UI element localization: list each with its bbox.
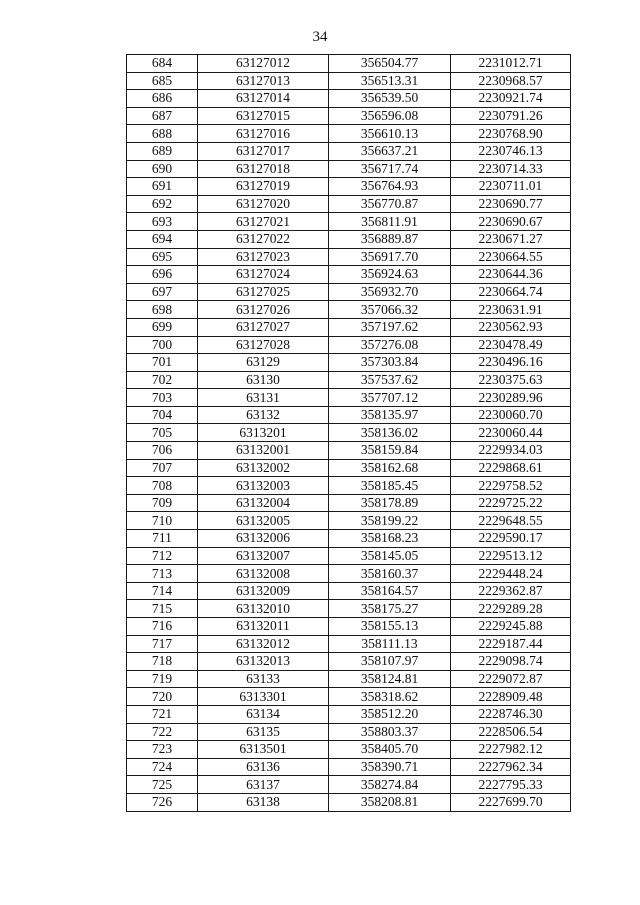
table-row (127, 793, 571, 811)
x-coordinate-cell: 358318.62 (329, 688, 451, 706)
point-code-cell: 63127018 (198, 160, 329, 178)
table-row (127, 776, 571, 794)
table-row (127, 758, 571, 776)
point-index-cell: 693 (127, 213, 198, 231)
point-index-cell: 686 (127, 90, 198, 108)
point-index-cell: 711 (127, 530, 198, 548)
point-code-cell: 63132012 (198, 635, 329, 653)
x-coordinate-cell: 358274.84 (329, 776, 451, 794)
x-coordinate-cell: 356811.91 (329, 213, 451, 231)
x-coordinate-cell: 356504.77 (329, 55, 451, 73)
point-code-cell: 63132003 (198, 477, 329, 495)
point-index-cell: 722 (127, 723, 198, 741)
point-index-cell: 705 (127, 424, 198, 442)
x-coordinate-cell: 358155.13 (329, 618, 451, 636)
y-coordinate-cell: 2229648.55 (451, 512, 571, 530)
point-index-cell: 724 (127, 758, 198, 776)
x-coordinate-cell: 358199.22 (329, 512, 451, 530)
y-coordinate-cell: 2229590.17 (451, 530, 571, 548)
point-code-cell: 63127028 (198, 336, 329, 354)
y-coordinate-cell: 2229513.12 (451, 547, 571, 565)
point-code-cell: 63131 (198, 389, 329, 407)
table-row (127, 90, 571, 108)
table-row (127, 336, 571, 354)
point-index-cell: 698 (127, 301, 198, 319)
point-code-cell: 63127027 (198, 318, 329, 336)
x-coordinate-cell: 357276.08 (329, 336, 451, 354)
point-code-cell: 63127024 (198, 266, 329, 284)
y-coordinate-cell: 2230496.16 (451, 354, 571, 372)
point-code-cell: 63127026 (198, 301, 329, 319)
point-code-cell: 63132013 (198, 653, 329, 671)
y-coordinate-cell: 2229934.03 (451, 442, 571, 460)
y-coordinate-cell: 2230060.70 (451, 406, 571, 424)
y-coordinate-cell: 2230478.49 (451, 336, 571, 354)
x-coordinate-cell: 356924.63 (329, 266, 451, 284)
x-coordinate-cell: 358185.45 (329, 477, 451, 495)
point-code-cell: 63133 (198, 670, 329, 688)
x-coordinate-cell: 358159.84 (329, 442, 451, 460)
y-coordinate-cell: 2229072.87 (451, 670, 571, 688)
table-row (127, 494, 571, 512)
y-coordinate-cell: 2227962.34 (451, 758, 571, 776)
y-coordinate-cell: 2229725.22 (451, 494, 571, 512)
table-row (127, 547, 571, 565)
point-index-cell: 703 (127, 389, 198, 407)
point-code-cell: 6313501 (198, 741, 329, 759)
table-row (127, 266, 571, 284)
y-coordinate-cell: 2230690.67 (451, 213, 571, 231)
y-coordinate-cell: 2230768.90 (451, 125, 571, 143)
point-code-cell: 63129 (198, 354, 329, 372)
point-code-cell: 63138 (198, 793, 329, 811)
table-row (127, 301, 571, 319)
coordinates-table (126, 54, 571, 812)
x-coordinate-cell: 357066.32 (329, 301, 451, 319)
table-row (127, 248, 571, 266)
x-coordinate-cell: 358162.68 (329, 459, 451, 477)
point-code-cell: 63132005 (198, 512, 329, 530)
table-row (127, 318, 571, 336)
x-coordinate-cell: 356610.13 (329, 125, 451, 143)
x-coordinate-cell: 358135.97 (329, 406, 451, 424)
point-code-cell: 63127023 (198, 248, 329, 266)
x-coordinate-cell: 356513.31 (329, 72, 451, 90)
point-index-cell: 699 (127, 318, 198, 336)
table-row (127, 424, 571, 442)
x-coordinate-cell: 356917.70 (329, 248, 451, 266)
table-row (127, 195, 571, 213)
y-coordinate-cell: 2231012.71 (451, 55, 571, 73)
x-coordinate-cell: 356596.08 (329, 107, 451, 125)
point-index-cell: 714 (127, 582, 198, 600)
table-row (127, 565, 571, 583)
x-coordinate-cell: 358145.05 (329, 547, 451, 565)
y-coordinate-cell: 2230060.44 (451, 424, 571, 442)
x-coordinate-cell: 358512.20 (329, 705, 451, 723)
point-code-cell: 63132010 (198, 600, 329, 618)
point-index-cell: 688 (127, 125, 198, 143)
point-code-cell: 63137 (198, 776, 329, 794)
point-code-cell: 63132004 (198, 494, 329, 512)
table-row (127, 72, 571, 90)
y-coordinate-cell: 2228506.54 (451, 723, 571, 741)
y-coordinate-cell: 2229868.61 (451, 459, 571, 477)
point-index-cell: 725 (127, 776, 198, 794)
x-coordinate-cell: 356539.50 (329, 90, 451, 108)
table-row (127, 723, 571, 741)
point-index-cell: 708 (127, 477, 198, 495)
table-row (127, 442, 571, 460)
point-code-cell: 63127014 (198, 90, 329, 108)
table-row (127, 142, 571, 160)
table-row (127, 230, 571, 248)
x-coordinate-cell: 356770.87 (329, 195, 451, 213)
point-index-cell: 707 (127, 459, 198, 477)
y-coordinate-cell: 2230714.33 (451, 160, 571, 178)
x-coordinate-cell: 356889.87 (329, 230, 451, 248)
y-coordinate-cell: 2230289.96 (451, 389, 571, 407)
x-coordinate-cell: 358803.37 (329, 723, 451, 741)
point-index-cell: 695 (127, 248, 198, 266)
y-coordinate-cell: 2230644.36 (451, 266, 571, 284)
point-index-cell: 696 (127, 266, 198, 284)
x-coordinate-cell: 357707.12 (329, 389, 451, 407)
point-index-cell: 717 (127, 635, 198, 653)
y-coordinate-cell: 2230921.74 (451, 90, 571, 108)
point-code-cell: 63127019 (198, 178, 329, 196)
table-row (127, 55, 571, 73)
point-code-cell: 63127020 (198, 195, 329, 213)
point-index-cell: 706 (127, 442, 198, 460)
x-coordinate-cell: 356932.70 (329, 283, 451, 301)
x-coordinate-cell: 358160.37 (329, 565, 451, 583)
point-code-cell: 63127015 (198, 107, 329, 125)
table-row (127, 354, 571, 372)
table-row (127, 371, 571, 389)
point-index-cell: 702 (127, 371, 198, 389)
y-coordinate-cell: 2229245.88 (451, 618, 571, 636)
point-index-cell: 716 (127, 618, 198, 636)
table-row (127, 283, 571, 301)
x-coordinate-cell: 358107.97 (329, 653, 451, 671)
x-coordinate-cell: 358405.70 (329, 741, 451, 759)
point-code-cell: 63130 (198, 371, 329, 389)
point-index-cell: 697 (127, 283, 198, 301)
point-index-cell: 713 (127, 565, 198, 583)
point-index-cell: 721 (127, 705, 198, 723)
coordinates-table-body (127, 55, 571, 812)
point-code-cell: 6313301 (198, 688, 329, 706)
point-code-cell: 63127016 (198, 125, 329, 143)
y-coordinate-cell: 2230562.93 (451, 318, 571, 336)
x-coordinate-cell: 356637.21 (329, 142, 451, 160)
point-index-cell: 704 (127, 406, 198, 424)
point-index-cell: 692 (127, 195, 198, 213)
point-index-cell: 718 (127, 653, 198, 671)
point-code-cell: 63135 (198, 723, 329, 741)
x-coordinate-cell: 358136.02 (329, 424, 451, 442)
y-coordinate-cell: 2229448.24 (451, 565, 571, 583)
y-coordinate-cell: 2230968.57 (451, 72, 571, 90)
point-index-cell: 687 (127, 107, 198, 125)
y-coordinate-cell: 2228746.30 (451, 705, 571, 723)
table-row (127, 688, 571, 706)
y-coordinate-cell: 2229362.87 (451, 582, 571, 600)
y-coordinate-cell: 2230631.91 (451, 301, 571, 319)
y-coordinate-cell: 2229758.52 (451, 477, 571, 495)
table-row (127, 618, 571, 636)
y-coordinate-cell: 2227699.70 (451, 793, 571, 811)
table-row (127, 600, 571, 618)
y-coordinate-cell: 2229289.28 (451, 600, 571, 618)
x-coordinate-cell: 358208.81 (329, 793, 451, 811)
point-code-cell: 63132007 (198, 547, 329, 565)
table-row (127, 582, 571, 600)
y-coordinate-cell: 2230664.55 (451, 248, 571, 266)
x-coordinate-cell: 358111.13 (329, 635, 451, 653)
x-coordinate-cell: 358390.71 (329, 758, 451, 776)
table-row (127, 635, 571, 653)
table-row (127, 125, 571, 143)
point-code-cell: 63127012 (198, 55, 329, 73)
table-row (127, 477, 571, 495)
point-code-cell: 63127021 (198, 213, 329, 231)
table-row (127, 107, 571, 125)
point-code-cell: 63132001 (198, 442, 329, 460)
point-index-cell: 689 (127, 142, 198, 160)
point-index-cell: 726 (127, 793, 198, 811)
point-index-cell: 684 (127, 55, 198, 73)
y-coordinate-cell: 2227795.33 (451, 776, 571, 794)
point-code-cell: 63132006 (198, 530, 329, 548)
point-index-cell: 710 (127, 512, 198, 530)
y-coordinate-cell: 2230671.27 (451, 230, 571, 248)
table-row (127, 178, 571, 196)
x-coordinate-cell: 358175.27 (329, 600, 451, 618)
table-row (127, 530, 571, 548)
x-coordinate-cell: 357197.62 (329, 318, 451, 336)
table-row (127, 160, 571, 178)
page-number: 34 (312, 29, 328, 45)
y-coordinate-cell: 2230711.01 (451, 178, 571, 196)
table-row (127, 389, 571, 407)
point-index-cell: 709 (127, 494, 198, 512)
table-row (127, 213, 571, 231)
point-code-cell: 63132002 (198, 459, 329, 477)
table-row (127, 670, 571, 688)
table-row (127, 512, 571, 530)
y-coordinate-cell: 2230746.13 (451, 142, 571, 160)
table-row (127, 653, 571, 671)
table-row (127, 741, 571, 759)
y-coordinate-cell: 2230690.77 (451, 195, 571, 213)
point-code-cell: 63132011 (198, 618, 329, 636)
table-row (127, 459, 571, 477)
table-row (127, 406, 571, 424)
point-index-cell: 700 (127, 336, 198, 354)
x-coordinate-cell: 358164.57 (329, 582, 451, 600)
point-index-cell: 712 (127, 547, 198, 565)
x-coordinate-cell: 357537.62 (329, 371, 451, 389)
point-code-cell: 63127022 (198, 230, 329, 248)
y-coordinate-cell: 2230375.63 (451, 371, 571, 389)
point-index-cell: 694 (127, 230, 198, 248)
point-index-cell: 720 (127, 688, 198, 706)
x-coordinate-cell: 358178.89 (329, 494, 451, 512)
point-code-cell: 63136 (198, 758, 329, 776)
y-coordinate-cell: 2229187.44 (451, 635, 571, 653)
point-index-cell: 685 (127, 72, 198, 90)
y-coordinate-cell: 2228909.48 (451, 688, 571, 706)
y-coordinate-cell: 2230791.26 (451, 107, 571, 125)
point-index-cell: 690 (127, 160, 198, 178)
point-code-cell: 6313201 (198, 424, 329, 442)
y-coordinate-cell: 2227982.12 (451, 741, 571, 759)
point-code-cell: 63134 (198, 705, 329, 723)
x-coordinate-cell: 356717.74 (329, 160, 451, 178)
x-coordinate-cell: 358168.23 (329, 530, 451, 548)
table-row (127, 705, 571, 723)
y-coordinate-cell: 2230664.74 (451, 283, 571, 301)
point-index-cell: 715 (127, 600, 198, 618)
point-code-cell: 63132008 (198, 565, 329, 583)
x-coordinate-cell: 357303.84 (329, 354, 451, 372)
y-coordinate-cell: 2229098.74 (451, 653, 571, 671)
point-code-cell: 63132009 (198, 582, 329, 600)
point-index-cell: 701 (127, 354, 198, 372)
point-index-cell: 719 (127, 670, 198, 688)
x-coordinate-cell: 356764.93 (329, 178, 451, 196)
point-code-cell: 63132 (198, 406, 329, 424)
point-index-cell: 723 (127, 741, 198, 759)
point-index-cell: 691 (127, 178, 198, 196)
x-coordinate-cell: 358124.81 (329, 670, 451, 688)
point-code-cell: 63127017 (198, 142, 329, 160)
point-code-cell: 63127025 (198, 283, 329, 301)
point-code-cell: 63127013 (198, 72, 329, 90)
